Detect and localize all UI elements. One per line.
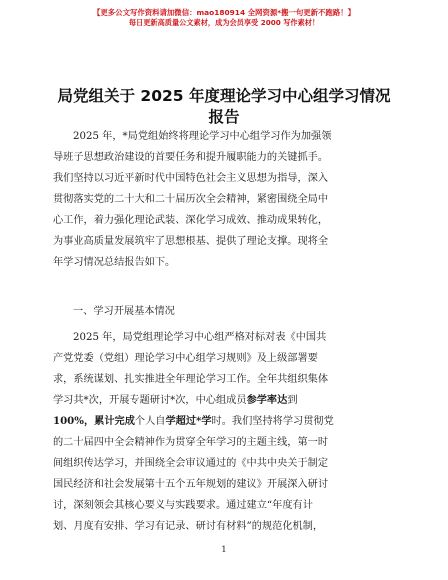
paragraph-line: 讨，深刻领会其核心要义与实践要求。通过建立“年度有计 [53, 500, 313, 511]
paragraph-line: 划、月度有安排、学习有记录、研讨有材料”的规范化机制， [53, 521, 324, 532]
emphasis-text: 学超过*学 [165, 415, 212, 427]
paragraph-line: 我们坚持以习近平新时代中国特色社会主义思想为指导，深入 [53, 173, 329, 184]
emphasis-text: 累计完成 [94, 415, 135, 427]
text-run: 时。我们坚持将学习贯彻党 [211, 416, 334, 427]
intro-paragraph [53, 126, 393, 273]
paragraph-line: 国民经济和社会发展第十五个五年规划的建议》开展深入研讨 [53, 479, 329, 490]
document-title-line-2: 报告 [208, 108, 240, 126]
paragraph-line: 间组织传达学习，并围绕全会审议通过的《中共中央关于制定 [53, 458, 329, 469]
paragraph-line: 2025 年，*局党组始终将理论学习中心组学习作为加强领 [73, 131, 332, 142]
promo-banner-line-1: 【更多公文写作资料请加微信：mao180914 全网资源*搬一句更新不跑路！】 [93, 8, 355, 17]
paragraph-line [53, 411, 393, 432]
paragraph-line: 2025 年，局党组理论学习中心组严格对标对表《中国共 [73, 332, 327, 343]
paragraph-line: 求，系统谋划、扎实推进全年理论学习工作。全年共组织集体 [53, 374, 329, 385]
emphasis-text: 100%， [53, 415, 95, 427]
text-run: 个人自 [134, 416, 166, 427]
promo-banner-line-2: 每日更新高质量公文素材，成为会员享受 2000 写作素材！ [128, 18, 320, 27]
page-number: 1 [221, 545, 227, 555]
paragraph-line [53, 390, 393, 411]
emphasis-text: 参学率达 [246, 394, 288, 406]
paragraph-line: 产党党委（党组）理论学习中心组学习规则》及上级部署要 [53, 353, 318, 364]
paragraph-line: 导班子思想政治建设的首要任务和提升履职能力的关键抓手。 [53, 152, 329, 163]
document-title-line-1: 局党组关于 2025 年度理论学习中心组学习情况 [57, 87, 391, 105]
section-paragraph [53, 327, 393, 537]
paragraph-line: 贯彻落实党的二十大和二十届历次全会精神，紧密围绕全局中 [53, 194, 329, 205]
paragraph-line: 年学习情况总结报告如下。 [53, 257, 176, 268]
text-run: 学习共*次，开展专题研讨*次，中心组成员 [53, 395, 247, 406]
paragraph-line: 的二十届四中全会精神作为贯穿全年学习的主题主线，第一时 [53, 437, 329, 448]
paragraph-line: 心工作，着力强化理论武装、深化学习成效、推动成果转化， [53, 215, 329, 226]
paragraph-line: 为事业高质量发展筑牢了思想根基、提供了理论支撑。现将全 [53, 236, 329, 247]
text-run: 到 [287, 395, 298, 406]
section-heading: 一、学习开展基本情况 [73, 306, 175, 317]
